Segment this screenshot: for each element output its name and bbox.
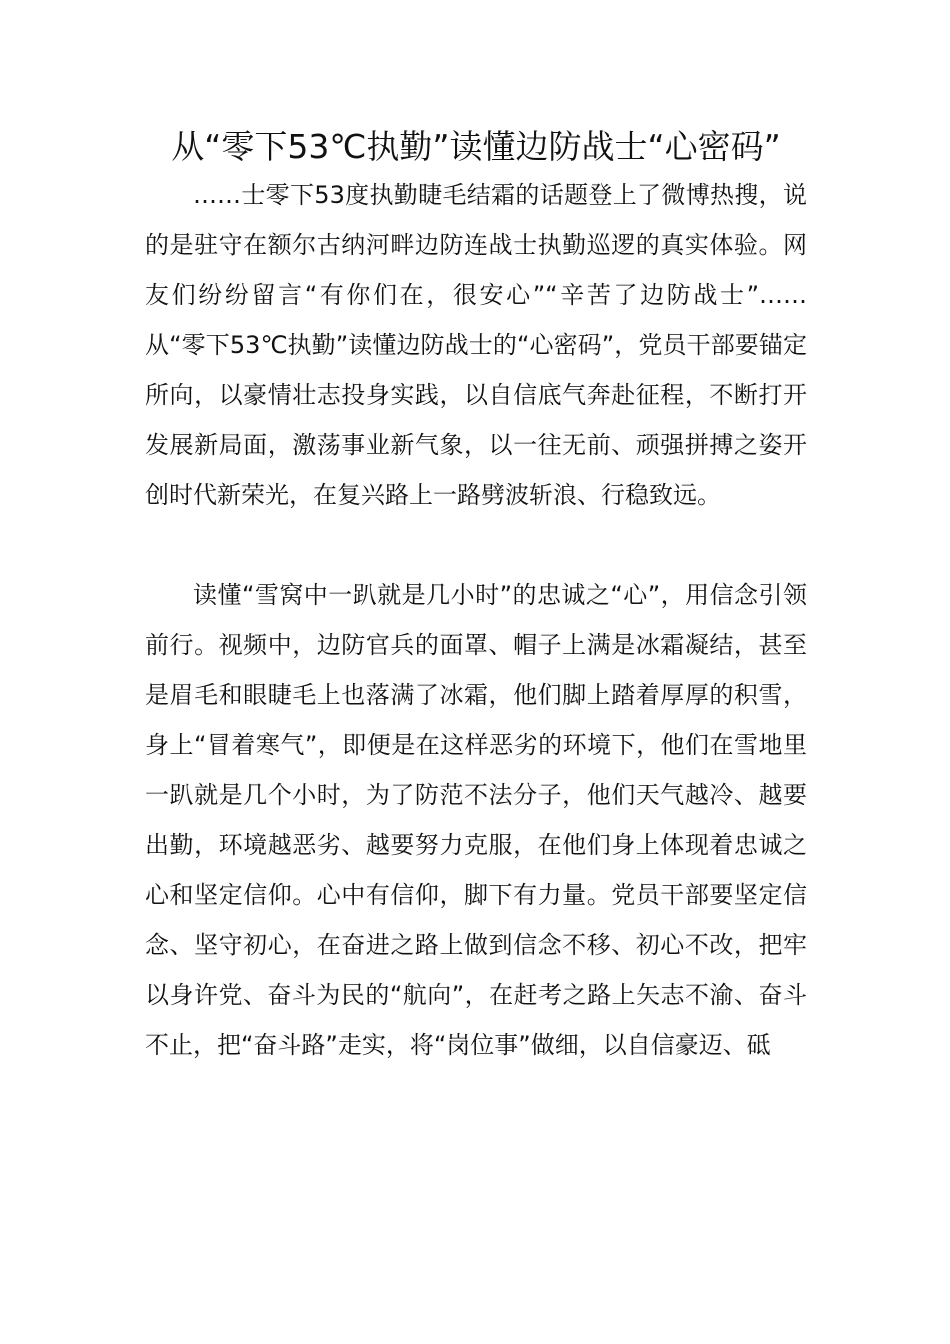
paragraph-intro: ……士零下53度执勤睫毛结霜的话题登上了微博热搜，说的是驻守在额尔古纳河畔边防连战士执勤巡逻的真实体验。网友们纷纷留言“有你们在，很安心”“辛苦了边防战士”……从“零下53℃执勤”读懂边防战士的“心密码”，党员干部要锚定所向，以豪情壮志投身实践，以自信底气奔赴征程，不断打开发展新局面，激荡事业新气象，以一往无前、顽强拼搏之姿开创时代新荣光，在复兴路上一路劈波斩浪、行稳致远。	[145, 181, 807, 509]
document-title: 从“零下53℃执勤”读懂边防战士“心密码”	[171, 127, 781, 166]
paragraph-loyalty: 读懂“雪窝中一趴就是几小时”的忠诚之“心”，用信念引领前行。视频中，边防官兵的面罩、帽子上满是冰霜凝结，甚至是眉毛和眼睫毛上也落满了冰霜，他们脚上踏着厚厚的积雪，身上“冒着寒气”，即便是在这样恶劣的环境下，他们在雪地里一趴就是几个小时，为了防范不法分子，他们天气越冷、越要出勤，环境越恶劣、越要努力克服，在他们身上体现着忠诚之心和坚定信仰。心中有信仰，脚下有力量。党员干部要坚定信念、坚守初心，在奋进之路上做到信念不移、初心不改，把牢以身许党、奋斗为民的“航向”，在赶考之路上矢志不渝、奋斗不止，把“奋斗路”走实，将“岗位事”做细，以自信豪迈、砥	[145, 581, 807, 1059]
document-page	[145, 124, 807, 1070]
paragraph-spacer	[145, 520, 807, 570]
